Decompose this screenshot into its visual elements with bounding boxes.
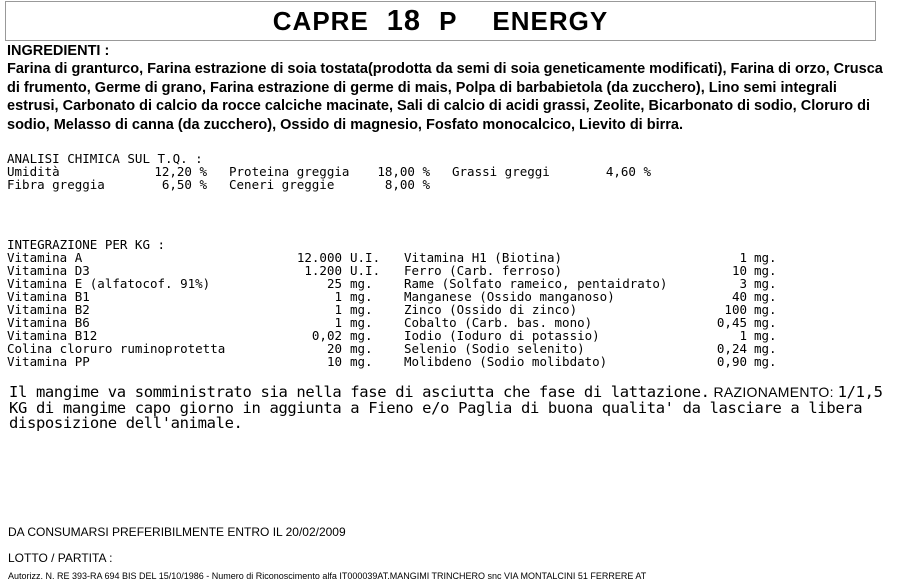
right-name-1: Ferro (Carb. ferroso)	[404, 263, 563, 278]
left-unit-6: mg.	[350, 328, 373, 343]
right-name-7: Selenio (Sodio selenito)	[404, 341, 585, 356]
right-name-8: Molibdeno (Sodio molibdato)	[404, 354, 608, 369]
note-line2: KG di mangime capo giorno in aggiunta a Fieno e/o Paglia di buona qualita' da lasciare a libera	[9, 398, 863, 417]
title-protein: 18	[386, 5, 422, 37]
note-line1-end: 1/1,5	[837, 383, 883, 401]
analysis-label-fat: Grassi greggi	[452, 164, 550, 179]
left-unit-4: mg.	[350, 302, 373, 317]
analysis-label-fibre: Fibra greggia	[7, 177, 105, 192]
title-species: CAPRE	[272, 6, 369, 36]
analysis-value-ash: 8,00 %	[384, 177, 430, 192]
analysis-label-ash: Ceneri greggie	[229, 177, 335, 192]
right-name-2: Rame (Solfato rameico, pentaidrato)	[404, 276, 668, 291]
left-qty-1: 1.200	[304, 263, 342, 278]
note-line1: Il mangime va somministrato sia nella fase di asciutta che fase di lattazione.	[9, 383, 710, 401]
left-qty-2: 25	[326, 276, 342, 291]
left-qty-4: 1	[334, 302, 342, 317]
analysis-value-fat: 4,60 %	[605, 164, 651, 179]
left-unit-2: mg.	[350, 276, 373, 291]
right-name-5: Cobalto (Carb. bas. mono)	[404, 315, 593, 330]
left-unit-5: mg.	[350, 315, 373, 330]
right-unit-8: mg.	[754, 354, 777, 369]
analysis-label-protein: Proteina greggia	[229, 164, 350, 179]
title-form: P	[439, 6, 458, 36]
authorization-text: Autorizz. N. RE 393-RA 694 BIS DEL 15/10/1986 - Numero di Riconoscimento alfa IT000039AT.MANGIMI TRINCHERO snc VIA MONTALCINI 51 FERRERE AT	[8, 571, 647, 581]
left-name-4: Vitamina B2	[7, 302, 90, 317]
feeding-note	[9, 385, 899, 432]
left-unit-1: U.I.	[350, 263, 381, 278]
left-qty-7: 20	[326, 341, 342, 356]
left-name-6: Vitamina B12	[7, 328, 98, 343]
ingredients-text: Farina di granturco, Farina estrazione di soia tostata(prodotta da semi di soia geneticamente modificati), Farina di orzo, Crusca di frumento, Germe di grano, Farina estrazione di germe di mais, Polpa di barbabietola (da zucchero), Lino semi integrali estrusi, Carbonato di calcio da rocce calciche macinate, Sali di calcio di acidi grassi, Zeolite, Bicarbonato di sodio, Cloruro di sodio, Melasso di canna (da zucchero), Ossido di magnesio, Fosfato monocalcico, Lievito di birra.	[7, 61, 883, 133]
left-name-8: Vitamina PP	[7, 354, 90, 369]
right-qty-8: 0,90	[716, 354, 747, 369]
left-qty-0: 12.000	[296, 250, 342, 265]
note-razionamento: RAZIONAMENTO:	[713, 384, 834, 400]
left-name-7: Colina cloruro ruminoprotetta	[7, 341, 226, 356]
analysis-value-protein: 18,00 %	[377, 164, 430, 179]
title-line: ENERGY	[492, 6, 609, 36]
left-name-3: Vitamina B1	[7, 289, 90, 304]
note-line3: disposizione dell'animale.	[9, 414, 243, 432]
product-title	[5, 1, 876, 41]
left-name-5: Vitamina B6	[7, 315, 90, 330]
right-name-3: Manganese (Ossido manganoso)	[404, 289, 615, 304]
left-qty-6: 0,02	[311, 328, 342, 343]
left-unit-0: U.I.	[350, 250, 381, 265]
left-qty-5: 1	[334, 315, 342, 330]
right-qty-2: 3	[739, 276, 747, 291]
left-unit-7: mg.	[350, 341, 373, 356]
right-qty-4: 100	[724, 302, 747, 317]
right-unit-6: mg.	[754, 328, 777, 343]
right-qty-5: 0,45	[716, 315, 747, 330]
right-qty-0: 1	[739, 250, 747, 265]
left-name-2: Vitamina E (alfatocof. 91%)	[7, 276, 211, 291]
left-name-0: Vitamina A	[7, 250, 83, 265]
analysis-heading: ANALISI CHIMICA SUL T.Q. :	[7, 151, 203, 166]
integration-heading: INTEGRAZIONE PER KG :	[7, 237, 166, 252]
analysis-label-moisture: Umidità	[7, 164, 60, 179]
analysis-value-fibre: 6,50 %	[161, 177, 207, 192]
left-name-1: Vitamina D3	[7, 263, 90, 278]
right-unit-1: mg.	[754, 263, 777, 278]
right-qty-7: 0,24	[716, 341, 747, 356]
lot-number: LOTTO / PARTITA :	[8, 551, 113, 565]
right-name-0: Vitamina H1 (Biotina)	[404, 250, 563, 265]
right-name-4: Zinco (Ossido di zinco)	[404, 302, 578, 317]
analysis-value-moisture: 12,20 %	[154, 164, 207, 179]
ingredients-heading: INGREDIENTI :	[7, 43, 110, 59]
right-unit-0: mg.	[754, 250, 777, 265]
right-unit-4: mg.	[754, 302, 777, 317]
right-unit-5: mg.	[754, 315, 777, 330]
right-unit-3: mg.	[754, 289, 777, 304]
left-unit-3: mg.	[350, 289, 373, 304]
right-unit-7: mg.	[754, 341, 777, 356]
right-qty-6: 1	[739, 328, 747, 343]
left-qty-8: 10	[326, 354, 342, 369]
right-qty-1: 10	[731, 263, 747, 278]
left-qty-3: 1	[334, 289, 342, 304]
right-qty-3: 40	[731, 289, 747, 304]
expiry-date: DA CONSUMARSI PREFERIBILMENTE ENTRO IL 20/02/2009	[8, 525, 346, 539]
right-unit-2: mg.	[754, 276, 777, 291]
left-unit-8: mg.	[350, 354, 373, 369]
right-name-6: Iodio (Ioduro di potassio)	[404, 328, 600, 343]
